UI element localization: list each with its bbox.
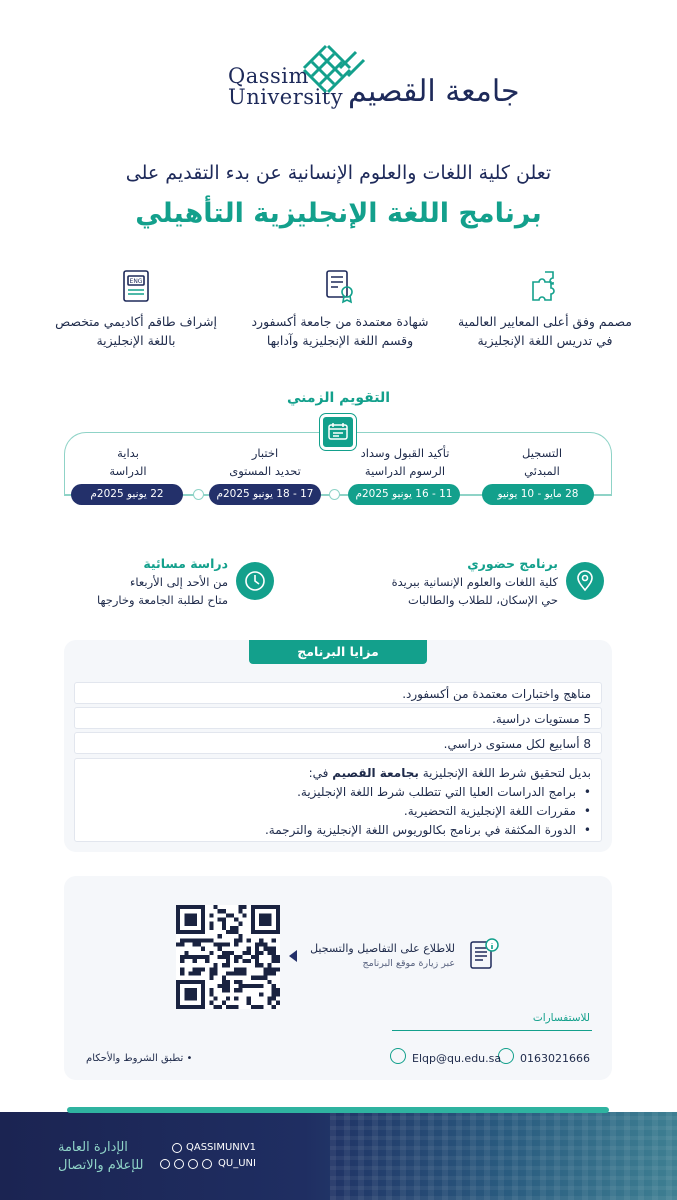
- timeline-step-4-line2: الدراسة: [109, 464, 147, 478]
- benefit-alt-item: • برامج الدراسات العليا التي تتطلب شرط اللغة الإنجليزية.: [85, 783, 591, 802]
- announcement-headline: تعلن كلية اللغات والعلوم الإنسانية عن بدء التقديم على: [125, 162, 552, 184]
- email-icon: [390, 1048, 406, 1064]
- inquiries-title: للاستفسارات: [532, 1012, 590, 1024]
- evening-text: [60, 573, 228, 609]
- footer-dept-line1: الإدارة العامة: [58, 1140, 128, 1155]
- benefit-alternative: [74, 758, 602, 842]
- x-twitter-icon[interactable]: [172, 1143, 182, 1153]
- timeline-step-3-line2: تحديد المستوى: [229, 464, 301, 478]
- program-title: برنامج اللغة الإنجليزية التأهيلي: [135, 198, 542, 229]
- evening-line2: متاح لطلبة الجامعة وخارجها: [96, 593, 228, 607]
- inquiries-divider: [392, 1030, 592, 1031]
- register-line1: للاطلاع على التفاصيل والتسجيل: [310, 942, 455, 955]
- benefit-alt-item: • مقررات اللغة الإنجليزية التحضيرية.: [85, 802, 591, 821]
- puzzle-icon: [527, 268, 563, 304]
- timeline-step-2-line2: الرسوم الدراسية: [364, 464, 446, 478]
- youtube-icon[interactable]: [188, 1159, 198, 1169]
- logo-en-line2: University: [228, 85, 344, 109]
- benefit-alt-intro-pre: بديل لتحقيق شرط اللغة الإنجليزية: [422, 766, 591, 780]
- certificate-icon: [322, 268, 358, 304]
- benefit-item: 5 مستويات دراسية.: [74, 707, 602, 729]
- timeline-step-2-date: 11 - 16 يونيو 2025م: [348, 484, 460, 505]
- benefit-alt-intro-bold: بجامعة القصيم: [332, 766, 419, 780]
- timeline-step-4-line1: بداية: [117, 446, 139, 460]
- onsite-line1: كلية اللغات والعلوم الإنسانية ببريدة: [391, 575, 558, 589]
- timeline-step-3-line1: اختبار: [251, 446, 279, 460]
- timeline-step-3-date: 17 - 18 يونيو 2025م: [209, 484, 321, 505]
- timeline-step-1-date: 28 مايو - 10 يونيو 2025م: [482, 484, 594, 505]
- feature-faculty: [46, 268, 226, 350]
- onsite-line2: حي الإسكان، للطلاب والطالبات: [408, 593, 558, 607]
- document-info-icon: [466, 936, 502, 972]
- qr-code[interactable]: [176, 905, 280, 1009]
- evening-line1: من الأحد إلى الأربعاء: [129, 575, 228, 589]
- evening-title: دراسة مسائية: [143, 556, 228, 571]
- terms-bullet: •: [183, 1053, 193, 1064]
- footer-handle-2[interactable]: QU_UNI: [218, 1158, 256, 1169]
- logo-en-line1: Qassim: [228, 64, 309, 88]
- timeline-title: التقويم الزمني: [286, 390, 391, 406]
- timeline-step-2-line1: تأكيد القبول وسداد: [360, 446, 450, 460]
- pointer-arrow-icon: [289, 950, 297, 962]
- timeline-step-4-date: 22 يونيو 2025م: [71, 484, 183, 505]
- onsite-text: [330, 573, 558, 609]
- eng-book-icon: [118, 268, 154, 304]
- terms-text: تطبق الشروط والأحكام: [86, 1053, 184, 1064]
- footer-city-image: [330, 1112, 677, 1200]
- contact-email[interactable]: Elqp@qu.edu.sa: [412, 1052, 502, 1065]
- feature-faculty-text: إشراف طاقم أكاديمي متخصص باللغة الإنجليزية: [55, 314, 217, 348]
- timeline-step-3-label: [205, 444, 325, 480]
- onsite-title: برنامج حضوري: [467, 556, 558, 571]
- timeline-step-4-label: [68, 444, 188, 480]
- tiktok-icon[interactable]: [202, 1159, 212, 1169]
- timeline-dot: [329, 489, 340, 500]
- clock-icon: [236, 562, 274, 600]
- location-pin-icon: [566, 562, 604, 600]
- logo-arabic: جامعة القصيم: [348, 74, 520, 109]
- snapchat-icon[interactable]: [160, 1159, 170, 1169]
- benefit-alt-list: [85, 783, 591, 840]
- footer-handle-1[interactable]: QASSIMUNIV1: [186, 1142, 256, 1153]
- footer-accent-bar: [67, 1107, 609, 1113]
- feature-certificate-text: شهادة معتمدة من جامعة أكسفورد وقسم اللغة الإنجليزية وآدابها: [251, 314, 429, 348]
- benefit-alt-intro: [85, 764, 591, 783]
- terms-note: [86, 1053, 192, 1064]
- benefit-item: مناهج واختبارات معتمدة من أكسفورد.: [74, 682, 602, 704]
- timeline-step-1-line1: التسجيل: [521, 446, 563, 460]
- feature-standards-text: مصمم وفق أعلى المعايير العالمية في تدريس اللغة الإنجليزية: [457, 314, 633, 348]
- footer-dept-line2: للإعلام والاتصال: [58, 1158, 144, 1173]
- timeline-step-1-label: [482, 444, 602, 480]
- feature-standards: [455, 268, 635, 350]
- benefits-title: مزايا البرنامج: [249, 640, 427, 664]
- timeline-dot: [193, 489, 204, 500]
- register-line2: عبر زيارة موقع البرنامج: [362, 958, 455, 969]
- register-panel: [64, 876, 612, 1080]
- feature-certificate: [250, 268, 430, 350]
- eng-book-label: ENG: [129, 278, 143, 285]
- timeline-step-1-line2: المبدئي: [524, 464, 560, 478]
- benefit-alt-item: • الدورة المكثفة في برنامج بكالوريوس اللغة الإنجليزية والترجمة.: [85, 821, 591, 840]
- timeline-step-2-label: [345, 444, 465, 480]
- contact-phone[interactable]: 0163021666: [520, 1052, 590, 1065]
- benefit-alt-intro-post: في:: [308, 766, 329, 780]
- benefit-item: 8 أسابيع لكل مستوى دراسي.: [74, 732, 602, 754]
- instagram-icon[interactable]: [174, 1159, 184, 1169]
